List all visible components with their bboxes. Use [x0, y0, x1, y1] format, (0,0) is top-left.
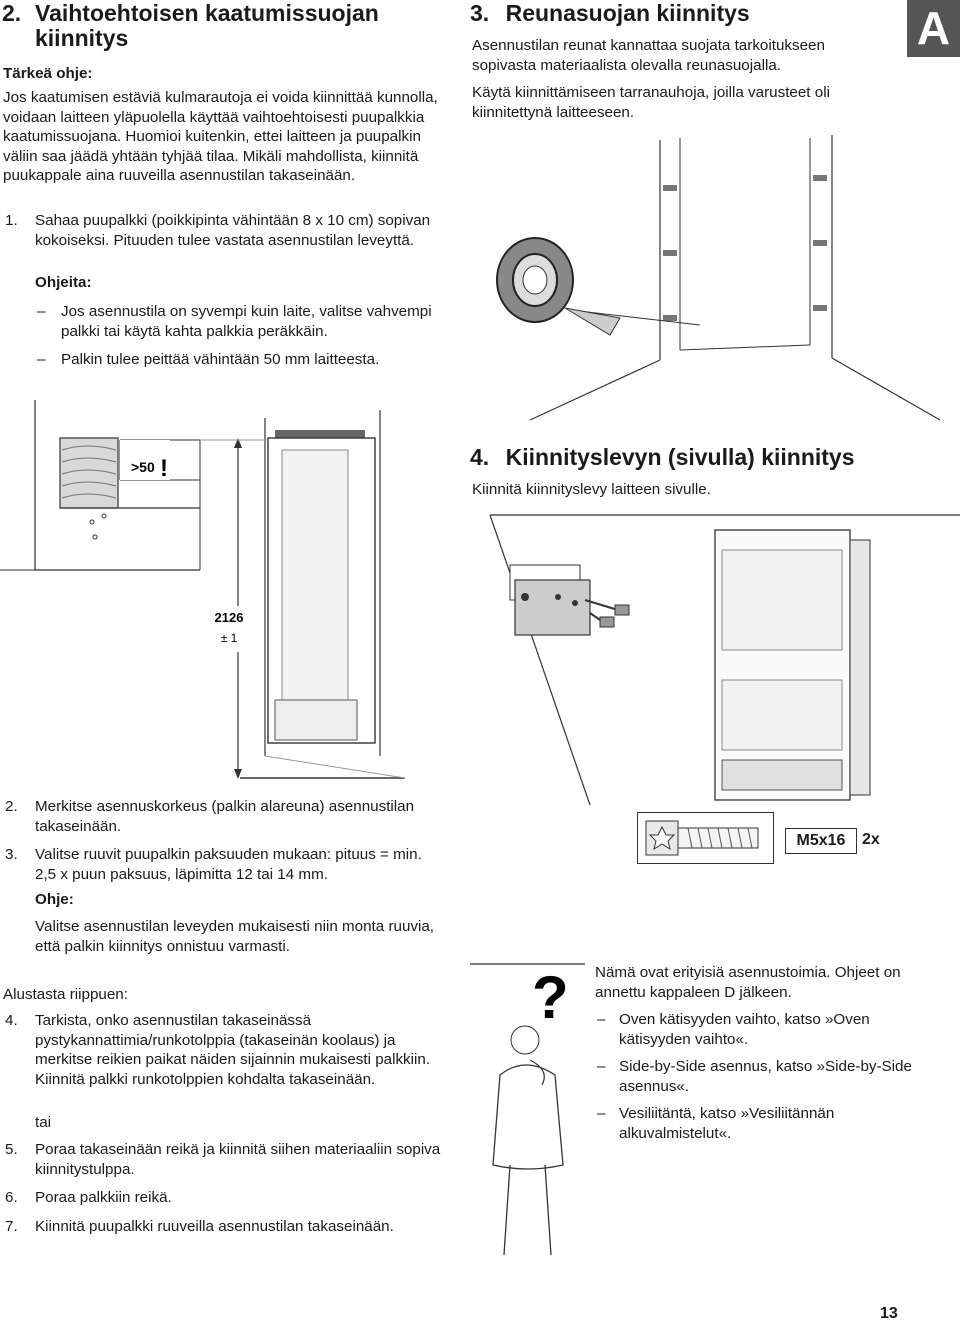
step-1-text: Sahaa puupalkki (poikkipinta vähintään 8 x 10 cm) sopivan kokoiseksi. Pituuden tulee vastata asennustilan leveyttä.: [35, 212, 431, 249]
special-item: – Side-by-Side asennus, katso »Side-by-Side asennus«.: [597, 1058, 912, 1095]
question-mark: ?: [532, 964, 569, 1031]
step-number: 5.: [5, 1141, 18, 1158]
section-4-number: 4.: [470, 444, 490, 470]
section-3-heading: [470, 1, 750, 26]
steps-5-7: [5, 1140, 445, 1236]
section-3-para1: Asennustilan reunat kannattaa suojata tarkoitukseen sopivasta materiaalista olevalla reunasuojalla.: [472, 37, 825, 74]
important-label: Tärkeä ohje:: [3, 65, 93, 82]
section-4-heading: [470, 445, 855, 470]
section-2-number: 2.: [2, 0, 22, 26]
edge-protection-figure: [470, 130, 960, 420]
chapter-tab-letter: A: [916, 2, 951, 54]
step-number: 2.: [5, 798, 18, 815]
chapter-tab: [907, 0, 960, 57]
important-text: Jos kaatumisen estäviä kulmarautoja ei voida kiinnittää kunnolla, voidaan laitteen yläpuolella käyttää vaihtoehtoisesti puupalkkia kaatumissuojana. Huomioi kuitenkin, ettei laitteen ja puupalkin väliin saa jäädä yhtään tyhjää tilaa. Mikäli mahdollista, kiinnitä puukappale aina ruuveilla asennustilan takaseinään.: [3, 89, 438, 184]
step-4: [5, 1011, 450, 1089]
depending-label: Alustasta riippuen:: [3, 986, 128, 1003]
section-3-para2: Käytä kiinnittämiseen tarranauhoja, joilla varusteet oli kiinnitettynä laitteeseen.: [472, 84, 830, 121]
screw-illustration: [637, 812, 774, 864]
tip-item: – Palkin tulee peittää vähintään 50 mm laitteesta.: [37, 351, 380, 368]
gap-label: >50: [131, 459, 155, 475]
step-1-number: 1.: [5, 212, 18, 229]
step-text: Poraa takaseinään reikä ja kiinnitä siihen materiaaliin sopiva kiinnitystulppa.: [35, 1141, 441, 1178]
step-item: [5, 1188, 445, 1208]
special-item-text: Oven kätisyyden vaihto, katso »Oven kätisyyden vaihto«.: [619, 1011, 870, 1048]
note-label: Ohje:: [35, 891, 74, 908]
special-intro: Nämä ovat erityisiä asennustoimia. Ohjeet on annettu kappaleen D jälkeen.: [595, 964, 901, 1001]
page-number: 13: [880, 1305, 898, 1322]
mounting-plate: [515, 580, 590, 635]
step-item: [5, 845, 445, 884]
section-4-para: Kiinnitä kiinnityslevy laitteen sivulle.: [472, 481, 711, 498]
tolerance-label: ± 1: [220, 631, 238, 645]
special-item-text: Vesiliitäntä, katso »Vesiliitännän alkuvalmistelut«.: [619, 1105, 835, 1142]
beam-installation-figure: [0, 400, 450, 790]
step-number: 3.: [5, 846, 18, 863]
screw-size-label: M5x16: [785, 828, 857, 854]
steps-2-3: [5, 797, 445, 884]
warning-mark: !: [160, 455, 168, 482]
step-text: Kiinnitä puupalkki ruuveilla asennustilan takaseinään.: [35, 1217, 394, 1235]
section-2-title-line2: kiinnitys: [35, 25, 129, 51]
step-number: 4.: [5, 1012, 18, 1029]
tips-label: Ohjeita:: [35, 274, 92, 291]
step-number: 6.: [5, 1189, 18, 1206]
step-1: [5, 211, 445, 250]
tip-text: Jos asennustila on syvempi kuin laite, valitse vahvempi palkki tai käytä kahta palkkia peräkkäin.: [61, 303, 432, 340]
step-number: 7.: [5, 1217, 18, 1235]
thinking-person-icon: [470, 960, 585, 1260]
tip-text: Palkin tulee peittää vähintään 50 mm laitteesta.: [61, 351, 380, 368]
special-item: – Vesiliitäntä, katso »Vesiliitännän alkuvalmistelut«.: [597, 1105, 835, 1142]
screw-quantity-label: 2x: [862, 831, 880, 848]
section-3-title: Reunasuojan kiinnitys: [505, 0, 750, 26]
note-text: Valitse asennustilan leveyden mukaisesti niin monta ruuvia, että palkin kiinnitys onnistuu varmasti.: [35, 918, 435, 955]
section-2-title-line1: Vaihtoehtoisen kaatumissuojan: [35, 0, 379, 26]
step-text: Poraa palkkiin reikä.: [35, 1189, 172, 1206]
step-text: Merkitse asennuskorkeus (palkin alareuna) asennustilan takaseinään.: [35, 798, 415, 835]
screw-icon: [638, 813, 773, 863]
section-2-heading: [0, 1, 440, 51]
step-item: [5, 1217, 445, 1237]
step-item: [5, 1140, 445, 1179]
step-item: [5, 797, 445, 836]
step-text: Tarkista, onko asennustilan takaseinässä pystykannattimia/runkotolppia (takaseinän koolaus) ja merkitse reikien paikat näiden sijainnin mukaisesti palkkiin. Kiinnitä palkki runkotolppien kohdalta takaseinään.: [35, 1012, 431, 1088]
or-label: tai: [35, 1114, 52, 1131]
tips-list: [35, 302, 440, 370]
tip-item: – Jos asennustila on syvempi kuin laite, valitse vahvempi palkki tai käytä kahta palkkia peräkkäin.: [37, 303, 432, 340]
special-item: – Oven kätisyyden vaihto, katso »Oven kätisyyden vaihto«.: [597, 1011, 870, 1048]
step-text: Valitse ruuvit puupalkin paksuuden mukaan: pituus = min. 2,5 x puun paksuus, läpimitta 12 tai 14 mm.: [35, 846, 422, 883]
section-4-title: Kiinnityslevyn (sivulla) kiinnitys: [505, 444, 855, 470]
side-bracket-figure: [460, 505, 960, 805]
special-item-text: Side-by-Side asennus, katso »Side-by-Side asennus«.: [619, 1058, 912, 1095]
special-list: [595, 1010, 915, 1143]
section-3-number: 3.: [470, 0, 490, 26]
height-label: 2126: [214, 610, 244, 625]
